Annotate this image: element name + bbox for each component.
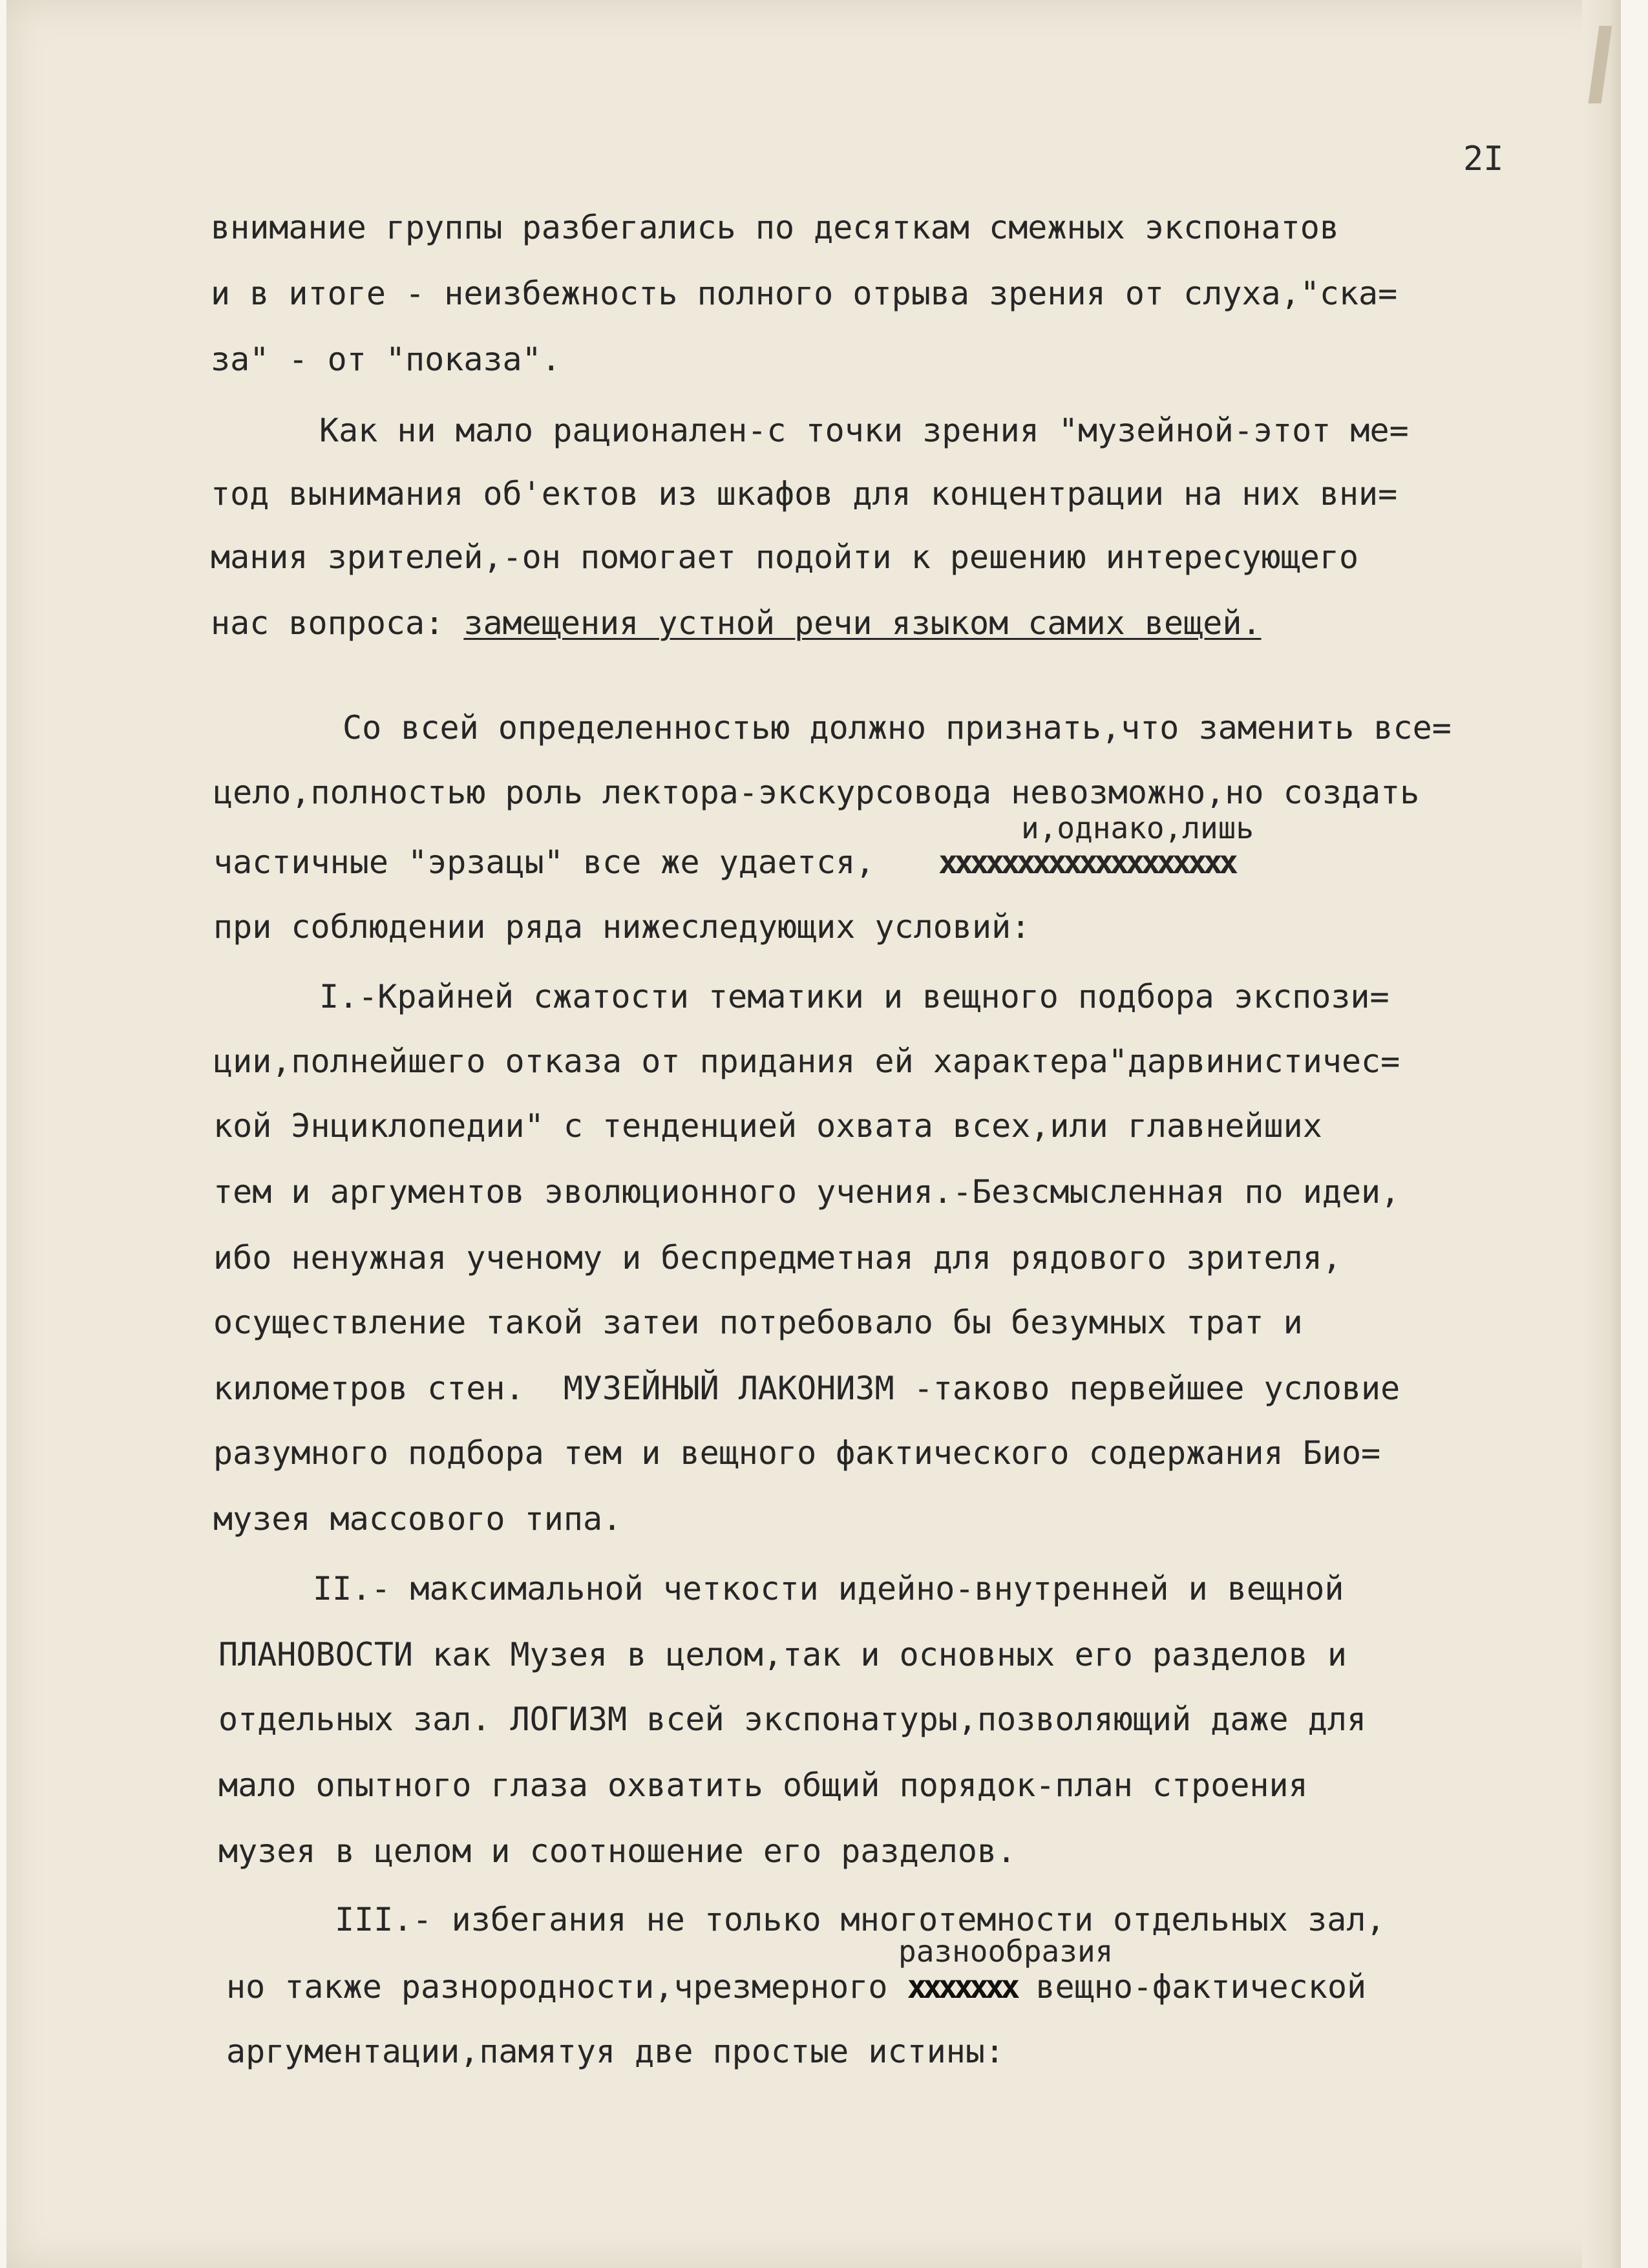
- condition2-line1: II.- максимальной четкости идейно-внутренней и вещной: [313, 1570, 1344, 1607]
- sheet-edge: [1582, 0, 1621, 2268]
- paragraph3-line3: частичные "эрзацы" все же удается,: [213, 843, 875, 881]
- paragraph1-line2: и в итоге - неизбежность полного отрыва зрения от слуха,"ска=: [211, 275, 1398, 312]
- paragraph1-line3: за" - от "показа".: [211, 341, 561, 378]
- condition1-line2: ции,полнейшего отказа от придания ей характера"дарвинистичес=: [213, 1043, 1400, 1080]
- condition1-line1: I.-Крайней сжатости тематики и вещного подбора экспози=: [319, 978, 1389, 1015]
- condition2-line5: музея в целом и соотношение его разделов.: [218, 1832, 1017, 1870]
- condition1-line4: тем и аргументов эволюционного учения.-Безсмысленная по идеи,: [213, 1173, 1400, 1211]
- condition2-line3: отдельных зал. ЛОГИЗМ всей экспонатуры,позволяющий даже для: [218, 1701, 1367, 1738]
- paragraph2-line4-prefix: нас вопроса:: [211, 604, 464, 642]
- struck-text-1: xxxxxxxxxxxxxxxxxxx: [938, 843, 1234, 881]
- handwritten-insert-1: и,однако,лишь: [1021, 811, 1254, 845]
- paragraph2-line2: тод вынимания об'ектов из шкафов для концентрации на них вни=: [211, 475, 1398, 513]
- condition1-line7: километров стен. МУЗЕЙНЫЙ ЛАКОНИЗМ -таково первейшее условие: [213, 1370, 1400, 1407]
- condition3-line2-suffix: вещно-фактической: [1016, 1968, 1367, 2006]
- underlined-phrase: замещения устной речи языком самих вещей.: [463, 604, 1262, 642]
- paragraph2-line4: [211, 604, 1262, 642]
- condition2-line4: мало опытного глаза охватить общий порядок-план строения: [218, 1766, 1308, 1804]
- condition1-line3: кой Энциклопедии" с тенденцией охвата всех,или главнейших: [213, 1107, 1322, 1145]
- condition1-line5: ибо ненужная ученому и беспредметная для рядового зрителя,: [213, 1239, 1342, 1277]
- struck-text-2: xxxxxxx: [907, 1968, 1017, 2006]
- condition3-line2: [226, 1967, 1366, 2006]
- condition1-line9: музея массового типа.: [213, 1500, 622, 1538]
- condition1-line8: разумного подбора тем и вещного фактического содержания Био=: [213, 1434, 1381, 1472]
- page-number: 2I: [1463, 140, 1504, 178]
- paragraph3-line4: при соблюдении ряда нижеследующих условий:: [213, 908, 1031, 946]
- paragraph1-line1: внимание группы разбегались по десяткам смежных экспонатов: [211, 209, 1339, 246]
- paragraph3-line1: Со всей определенностью должно признать,что заменить все=: [343, 709, 1452, 747]
- condition3-line2-prefix: но также разнородности,чрезмерного: [226, 1968, 907, 2006]
- condition3-line1: III.- избегания не только многотемности отдельных зал,: [335, 1901, 1386, 1938]
- handwritten-insert-2: разнообразия: [898, 1934, 1114, 1969]
- paragraph3-line2: цело,полностью роль лектора-экскурсовода невозможно,но создать: [213, 774, 1420, 811]
- paragraph2-line1: Как ни мало рационален-с точки зрения "музейной-этот ме=: [319, 412, 1409, 449]
- condition3-line3: аргументации,памятуя две простые истины:: [226, 2033, 1005, 2070]
- condition2-line2: ПЛАНОВОСТИ как Музея в целом,так и основных его разделов и: [218, 1636, 1347, 1673]
- condition1-line6: осуществление такой затеи потребовало бы безумных трат и: [213, 1304, 1303, 1341]
- paragraph2-line3: мания зрителей,-он помогает подойти к решению интересующего: [211, 538, 1359, 576]
